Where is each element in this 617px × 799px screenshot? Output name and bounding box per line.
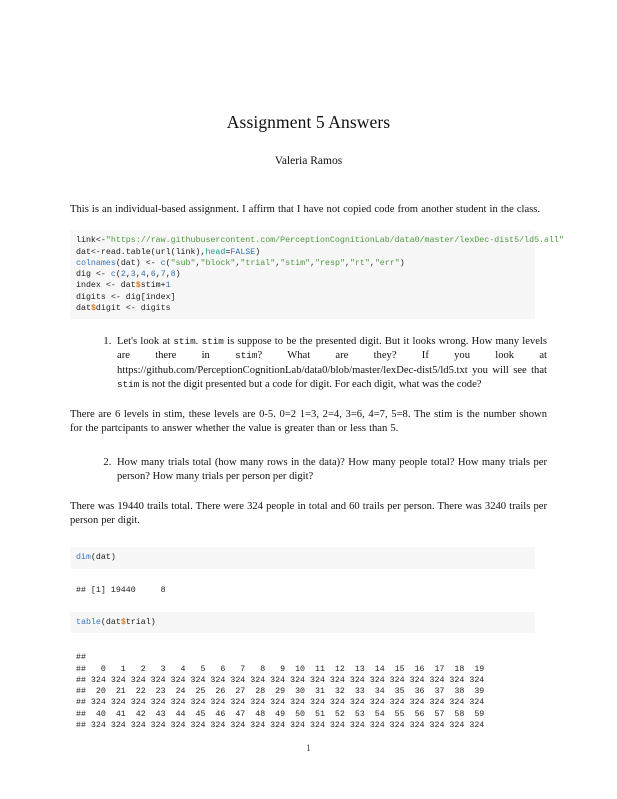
affirmation-paragraph: This is an individual-based assignment. I affirm that I have not copied code from another student in the class. xyxy=(70,204,541,215)
dollar-operator: $ xyxy=(120,617,126,627)
output-line-3: ## 20 21 22 23 24 25 26 27 28 29 30 31 32 33 34 35 36 37 38 39 xyxy=(76,687,490,697)
output-line-4: ## 324 324 324 324 324 324 324 324 324 324 324 324 324 324 324 324 324 324 324 324 xyxy=(76,698,490,708)
data-url: https://raw.githubusercontent.com/PerceptionCognitionLab/data0/master/lexDec-dist5/ld5.all xyxy=(110,236,559,246)
document-content xyxy=(70,0,564,731)
q1-code-b: stim xyxy=(201,336,224,348)
q1-text-c: is suppose to be the presented digit. But it looks wrong. How many levels are there in xyxy=(117,336,547,362)
answer-2-paragraph: There was 19440 trails total. There were 324 people in total and 60 trails per person. There was 3240 trails per person per digit. xyxy=(70,500,547,527)
code-chunk-setup: link<-"https://raw.githubusercontent.com/PerceptionCognitionLab/data0/master/lexDec-dist5/ld5.all" dat<-read.table(url(link),head=FALSE) colnames(dat) <- c("sub","block","trial","stim","resp","rt","err") dig <- c(2,3,4,6,7,8) index <- dat$stim+1 digits <- dig[index] dat$digit <- digits xyxy=(70,230,535,319)
q1-code-d: stim xyxy=(117,378,140,390)
page-number: 1 xyxy=(306,744,311,754)
output-line-0: ## xyxy=(76,653,91,663)
table-function-name: table xyxy=(76,617,101,627)
code-chunk-dim xyxy=(70,547,535,568)
dim-function-name: dim xyxy=(76,553,91,563)
output-line-2: ## 324 324 324 324 324 324 324 324 324 324 324 324 324 324 324 324 324 324 324 324 xyxy=(76,675,490,685)
page-title: Assignment 5 Answers xyxy=(226,112,391,132)
table-close-paren: trial) xyxy=(125,617,156,627)
document-author: Valeria Ramos xyxy=(274,155,343,167)
question-list-1 xyxy=(70,335,547,392)
list-item-question-1 xyxy=(114,335,547,392)
table-open-paren: (dat xyxy=(100,617,121,627)
q1-text-b: . xyxy=(195,336,202,348)
q1-text-a: Let's look at xyxy=(117,336,174,348)
code-chunk-table xyxy=(70,612,535,633)
question-list-2 xyxy=(70,456,547,484)
q1-code-a: stim xyxy=(173,336,196,348)
output-line-5: ## 40 41 42 43 44 45 46 47 48 49 50 51 52 53 54 55 56 57 58 59 xyxy=(76,709,490,719)
output-dim: ## [1] 19440 8 xyxy=(70,585,535,596)
list-item-question-2: 2. How many trials total (how many rows in the data)? How many people total? How many trials per person? How many trials per person per digit? xyxy=(114,456,547,484)
q1-text-e: is not the digit presented but a code for digit. For each digit, what was the code? xyxy=(139,378,482,390)
q1-text-d: ? What are they? If you look at https://github.com/PerceptionCognitionLab/data0/blob/master/lexDec-dist5/ld5.txt you will see that xyxy=(117,350,547,376)
output-line-1: ## 0 1 2 3 4 5 6 7 8 9 10 11 12 13 14 15 16 17 18 19 xyxy=(76,664,490,674)
dim-argument: (dat) xyxy=(90,553,116,563)
output-line-6: ## 324 324 324 324 324 324 324 324 324 324 324 324 324 324 324 324 324 324 324 324 xyxy=(76,720,490,730)
q1-code-c: stim xyxy=(235,350,258,362)
answer-1-paragraph: There are 6 levels in stim, these levels are 0-5. 0=2 1=3, 2=4, 3=6, 4=7, 5=8. The stim is the number shown for the partcipants to answer whether the value is greater than or less than 5. xyxy=(70,409,547,435)
output-table-trial xyxy=(70,652,535,731)
